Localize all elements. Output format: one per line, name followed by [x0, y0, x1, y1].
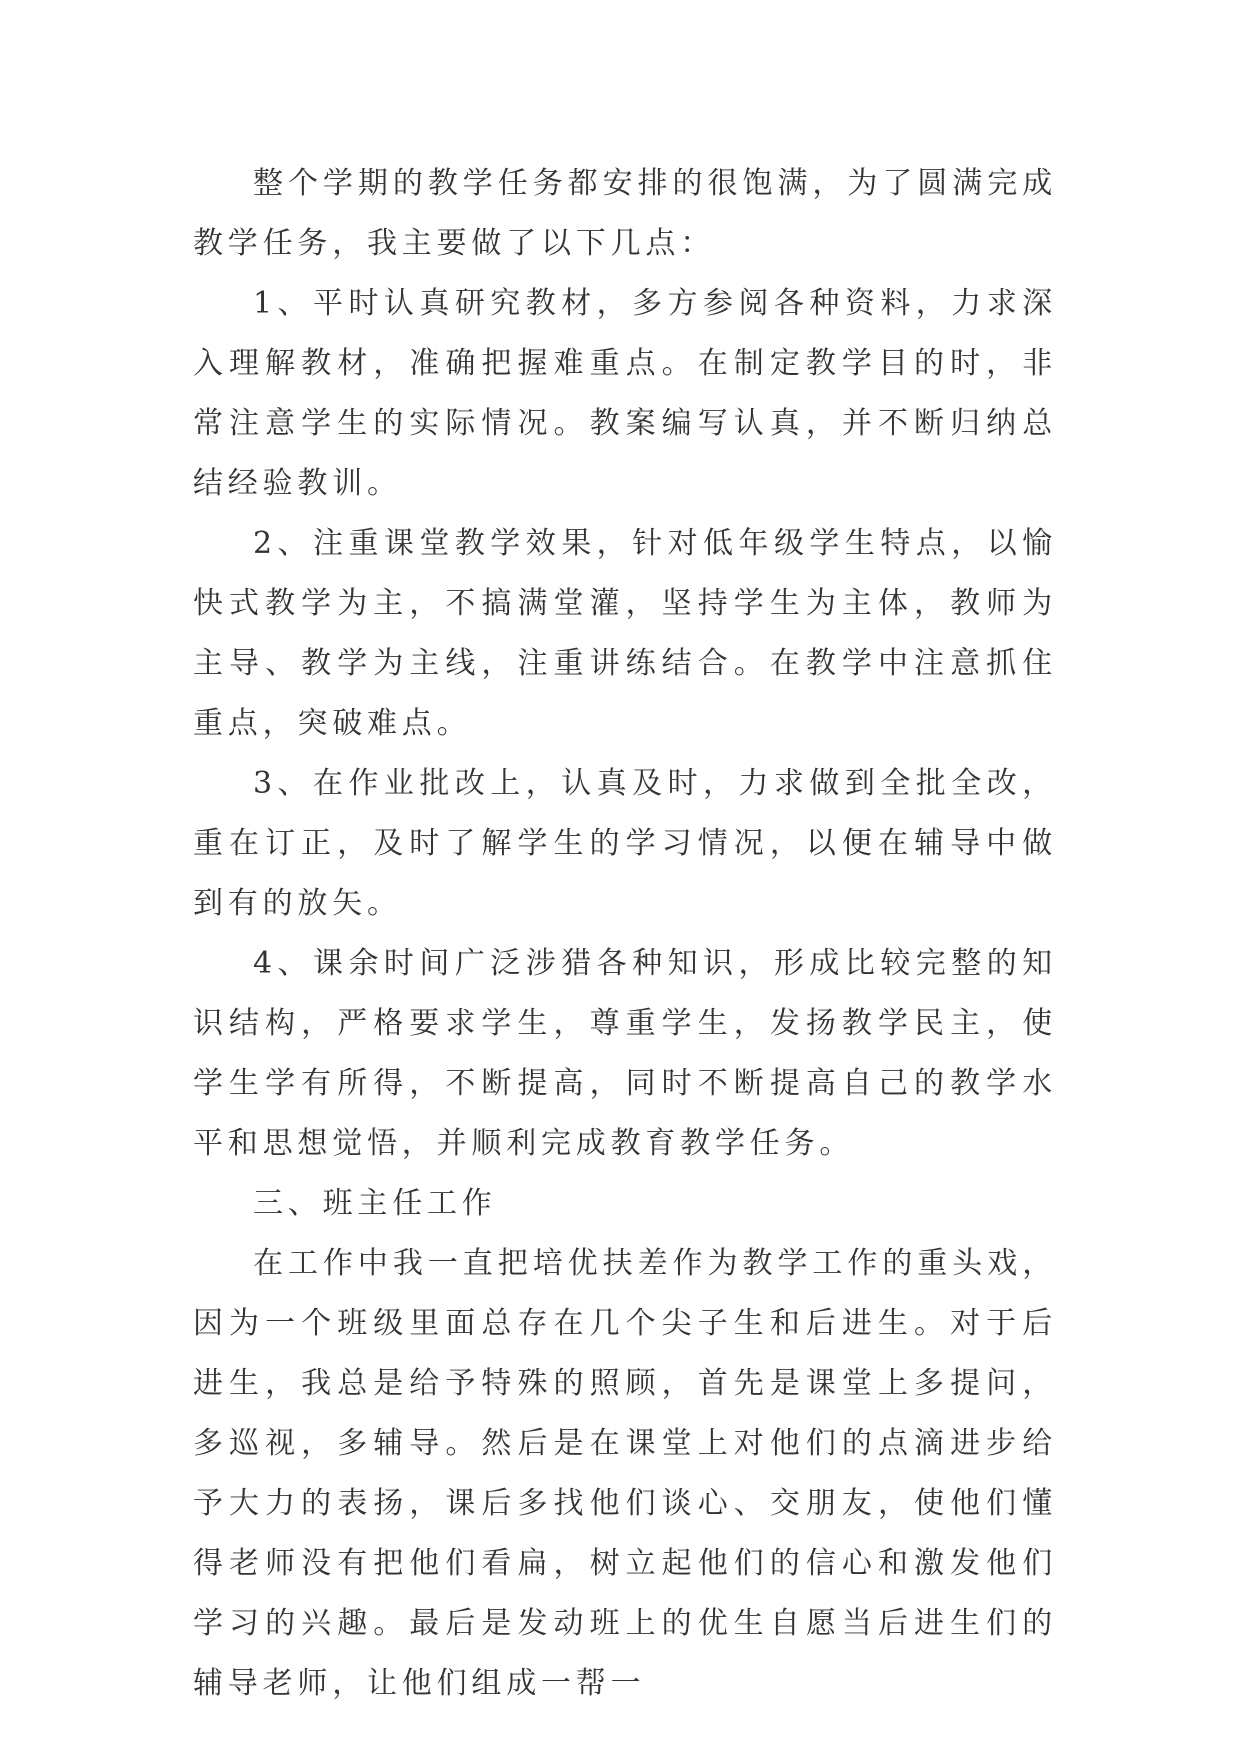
paragraph-point-2: 2、注重课堂教学效果，针对低年级学生特点，以愉快式教学为主，不搞满堂灌，坚持学生为主体，教师为主导、教学为主线，注重讲练结合。在教学中注意抓住重点，突破难点。 [193, 526, 1057, 741]
paragraph-point-1: 1、平时认真研究教材，多方参阅各种资料，力求深入理解教材，准确把握难重点。在制定教学目的时，非常注意学生的实际情况。教案编写认真，并不断归纳总结经验教训。 [193, 286, 1057, 501]
paragraph-point-3: 3、在作业批改上，认真及时，力求做到全批全改，重在订正，及时了解学生的学习情况，以便在辅导中做到有的放矢。 [193, 766, 1057, 921]
paragraph-teaching-intro: 整个学期的教学任务都安排的很饱满，为了圆满完成教学任务，我主要做了以下几点： [193, 166, 1057, 261]
section-heading-class-teacher: 三、班主任工作 [253, 1186, 497, 1221]
document-body [193, 154, 1057, 1714]
paragraph-point-4: 4、课余时间广泛涉猎各种知识，形成比较完整的知识结构，严格要求学生，尊重学生，发扬教学民主，使学生学有所得，不断提高，同时不断提高自己的教学水平和思想觉悟，并顺利完成教育教学任务。 [193, 946, 1057, 1161]
paragraph-class-teacher-work: 在工作中我一直把培优扶差作为教学工作的重头戏，因为一个班级里面总存在几个尖子生和后进生。对于后进生，我总是给予特殊的照顾，首先是课堂上多提问，多巡视，多辅导。然后是在课堂上对他们的点滴进步给予大力的表扬，课后多找他们谈心、交朋友，使他们懂得老师没有把他们看扁，树立起他们的信心和激发他们学习的兴趣。最后是发动班上的优生自愿当后进生们的辅导老师，让他们组成一帮一 [193, 1246, 1057, 1701]
